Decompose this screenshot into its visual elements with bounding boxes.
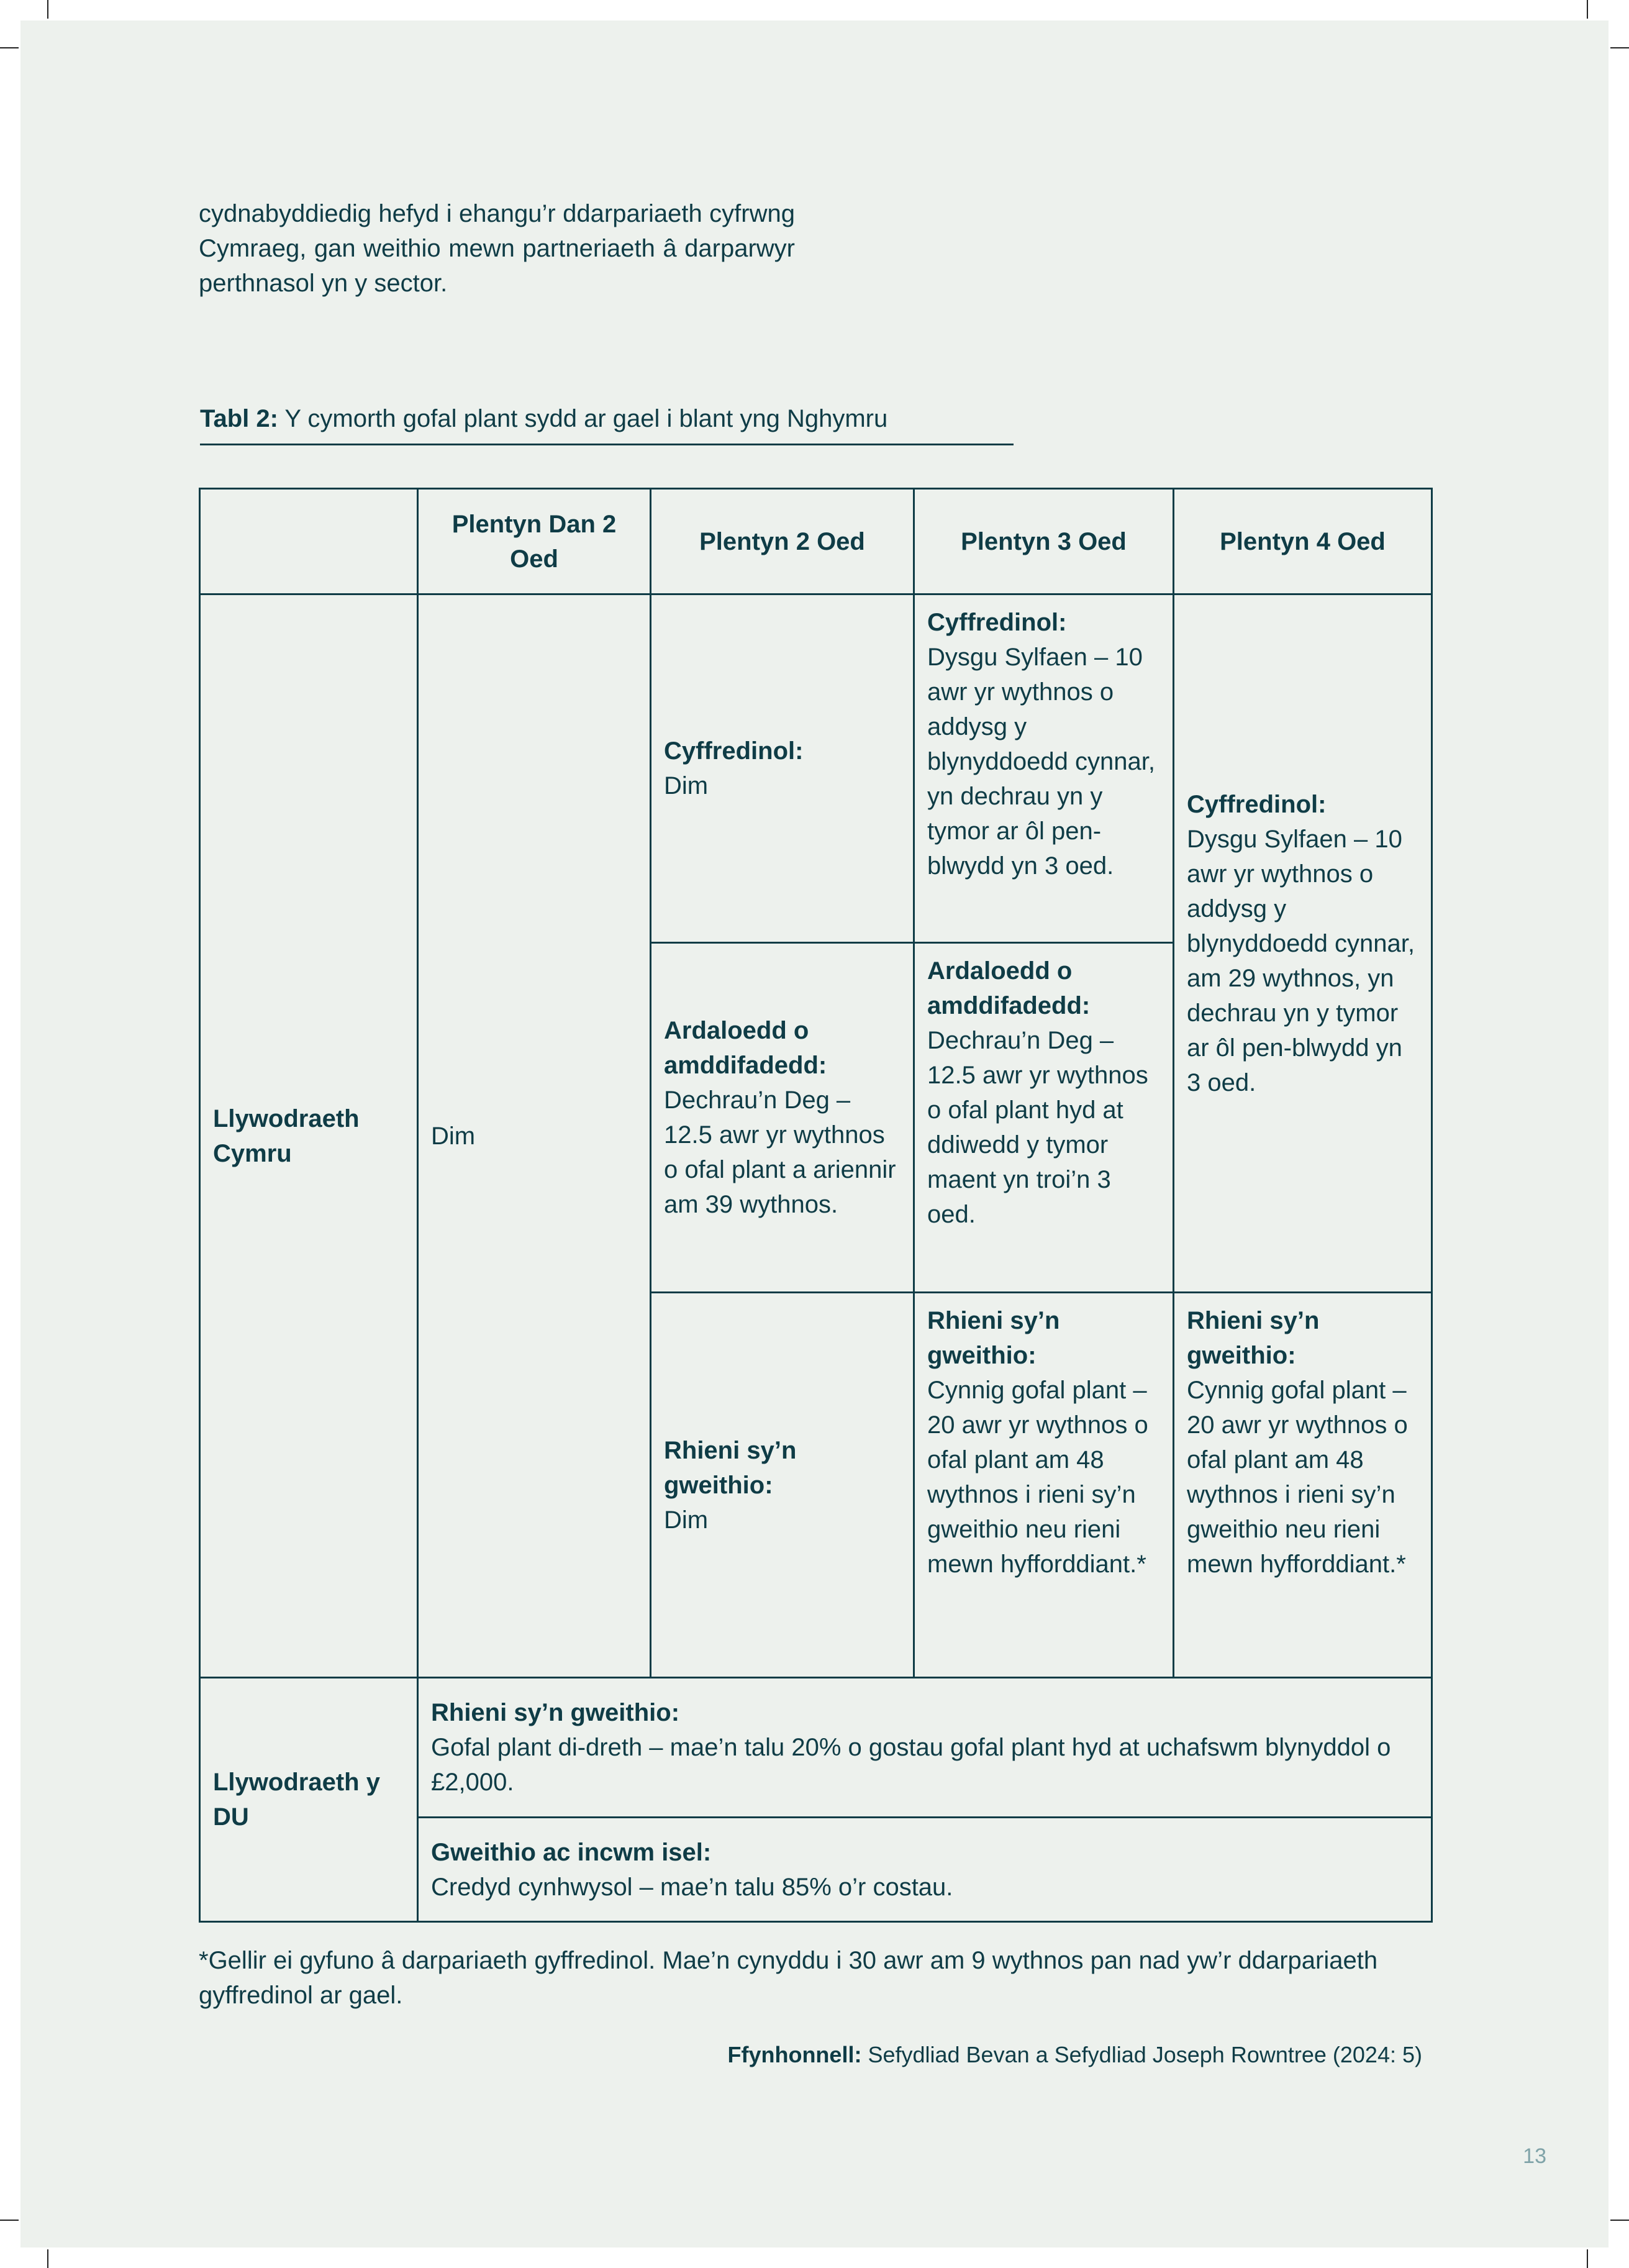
- crop-mark: [1587, 0, 1588, 19]
- cell-title: Rhieni sy’n gweithio:: [664, 1436, 797, 1499]
- cell-title: Cyffredinol:: [1187, 790, 1327, 818]
- cell-title: Gweithio ac incwm isel:: [431, 1838, 712, 1866]
- cell-age3-deprived: [914, 943, 1174, 1293]
- table-caption: [200, 401, 1014, 445]
- crop-mark: [0, 47, 19, 48]
- cell-age4-working: [1174, 1293, 1432, 1678]
- table-row: [200, 1678, 1432, 1818]
- header-cell: Plentyn Dan 2 Oed: [418, 489, 651, 594]
- cell-title: Rhieni sy’n gweithio:: [431, 1699, 680, 1726]
- header-cell: [200, 489, 418, 594]
- cell-age3-general: [914, 594, 1174, 943]
- page-number: 13: [1523, 2144, 1546, 2168]
- header-cell: Plentyn 4 Oed: [1174, 489, 1432, 594]
- cell-title: Ardaloedd o amddifadedd:: [927, 957, 1091, 1019]
- cell-title: Ardaloedd o amddifadedd:: [664, 1017, 827, 1079]
- crop-mark: [1587, 2249, 1588, 2268]
- cell-text: Credyd cynhwysol – mae’n talu 85% o’r costau.: [431, 1873, 953, 1901]
- cell-text: Dechrau’n Deg – 12.5 awr yr wythnos o ofal plant hyd at ddiwedd y tymor maent yn troi’n 3 oed.: [927, 1027, 1148, 1228]
- cell-age4-general: [1174, 594, 1432, 1293]
- row-label: Llywodraeth y DU: [200, 1678, 418, 1922]
- header-cell: Plentyn 3 Oed: [914, 489, 1174, 594]
- footnote: *Gellir ei gyfuno â darpariaeth gyffredinol. Mae’n cynyddu i 30 awr am 9 wythnos pan nad yw’r ddarpariaeth gyffredinol ar gael.: [199, 1947, 1378, 2009]
- cell-title: Cyffredinol:: [664, 737, 804, 765]
- cell-text: Gofal plant di-dreth – mae’n talu 20% o gostau gofal plant hyd at uchafswm blynyddol o £2,000.: [431, 1734, 1391, 1796]
- crop-mark: [1610, 2220, 1629, 2221]
- cell-text: Cynnig gofal plant – 20 awr yr wythnos o ofal plant am 48 wythnos i rieni sy’n gweithio neu rieni mewn hyfforddiant.*: [927, 1377, 1148, 1578]
- cell-age2-working: [651, 1293, 914, 1678]
- header-cell: Plentyn 2 Oed: [651, 489, 914, 594]
- cell-text: Dim: [664, 1506, 709, 1534]
- childcare-table: [199, 488, 1433, 1923]
- intro-paragraph: cydnabyddiedig hefyd i ehangu’r ddarpariaeth cyfrwng Cymraeg, gan weithio mewn partneriaeth â darparwyr perthnasol yn y sector.: [199, 200, 795, 297]
- cell-text: Dysgu Sylfaen – 10 awr yr wythnos o addysg y blynyddoedd cynnar, am 29 wythnos, yn dechrau yn y tymor ar ôl pen-blwydd yn 3 oed.: [1187, 825, 1415, 1096]
- cell-uk-lowincome: [418, 1818, 1432, 1922]
- caption-label: Tabl 2:: [200, 405, 278, 432]
- source-line: [727, 2039, 1422, 2071]
- cell-age3-working: [914, 1293, 1174, 1678]
- cell-uk-working: [418, 1678, 1432, 1818]
- table-header-row: [200, 489, 1432, 594]
- crop-mark: [1610, 47, 1629, 48]
- cell-title: Rhieni sy’n gweithio:: [927, 1307, 1060, 1369]
- source-label: Ffynhonnell:: [727, 2042, 862, 2067]
- source-text: Sefydliad Bevan a Sefydliad Joseph Rowntree (2024: 5): [861, 2042, 1422, 2067]
- caption-text: Y cymorth gofal plant sydd ar gael i blant yng Nghymru: [278, 405, 888, 432]
- cell-text: Cynnig gofal plant – 20 awr yr wythnos o ofal plant am 48 wythnos i rieni sy’n gweithio neu rieni mewn hyfforddiant.*: [1187, 1377, 1408, 1578]
- row-label: Llywodraeth Cymru: [200, 594, 418, 1678]
- table-row: [200, 594, 1432, 943]
- cell-text: Dysgu Sylfaen – 10 awr yr wythnos o addysg y blynyddoedd cynnar, yn dechrau yn y tymor ar ôl pen-blwydd yn 3 oed.: [927, 644, 1155, 880]
- cell-title: Cyffredinol:: [927, 609, 1067, 636]
- crop-mark: [47, 2249, 48, 2268]
- cell-text: Dim: [664, 772, 709, 799]
- crop-mark: [47, 0, 48, 19]
- cell-age2-general: [651, 594, 914, 943]
- cell-under2: Dim: [418, 594, 651, 1678]
- crop-mark: [0, 2220, 19, 2221]
- cell-text: Dechrau’n Deg – 12.5 awr yr wythnos o ofal plant a ariennir am 39 wythnos.: [664, 1086, 896, 1218]
- cell-age2-deprived: [651, 943, 914, 1293]
- cell-title: Rhieni sy’n gweithio:: [1187, 1307, 1320, 1369]
